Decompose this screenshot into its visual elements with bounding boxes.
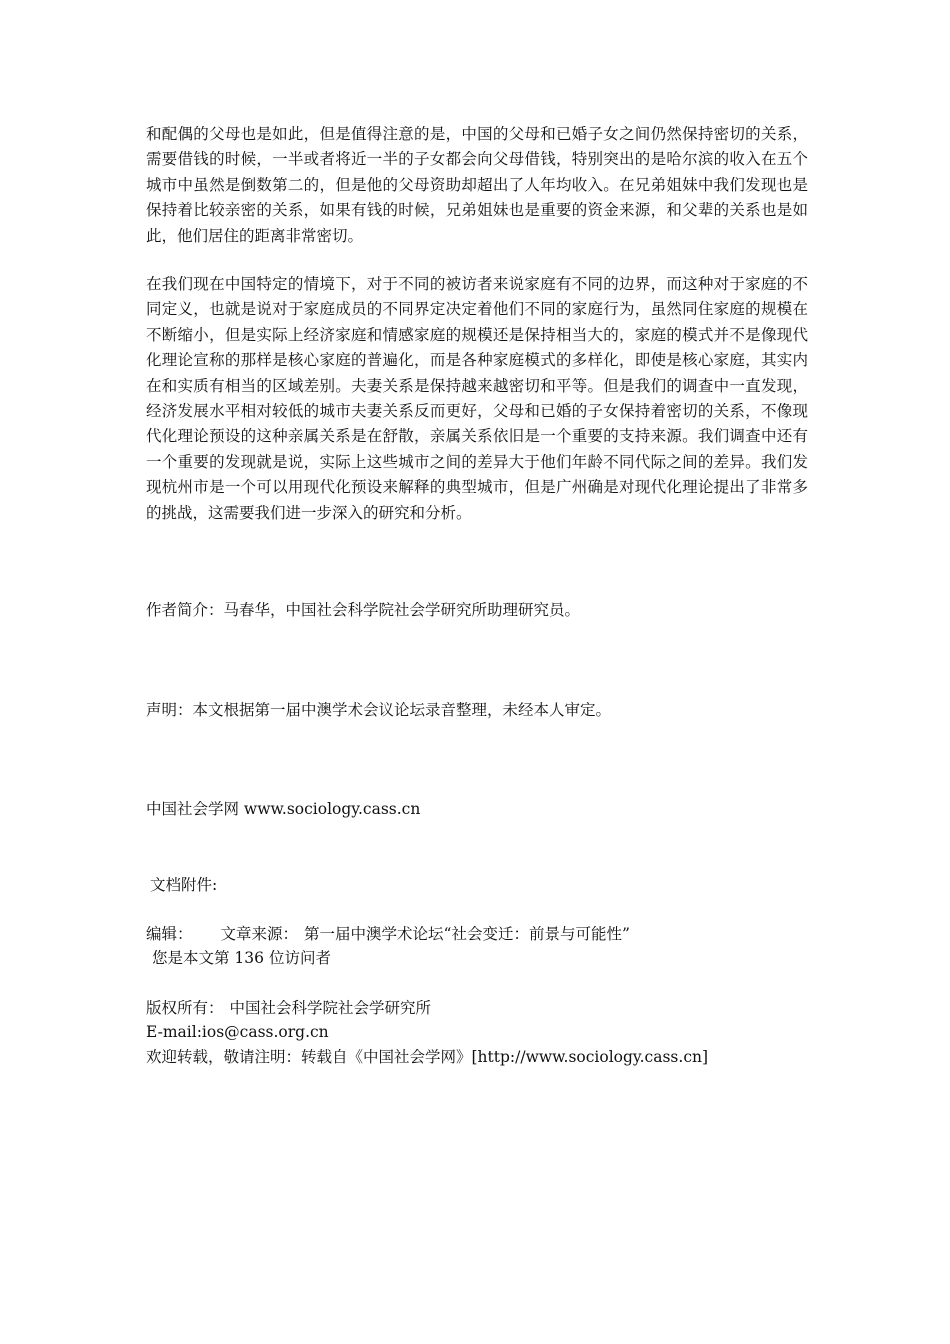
- copyright-label: 版权所有：: [146, 999, 224, 1017]
- author-note: 作者简介：马春华，中国社会科学院社会学研究所助理研究员。: [146, 601, 581, 619]
- editor-source-line: [146, 922, 630, 946]
- editor-label: 编辑：: [146, 925, 193, 943]
- source-value: 第一届中澳学术论坛“社会变迁：前景与可能性”: [304, 925, 630, 943]
- visitor-counter: 您是本文第 136 位访问者: [152, 949, 331, 967]
- source-label: 文章来源：: [220, 925, 299, 943]
- body-paragraph-1: 和配偶的父母也是如此，但是值得注意的是，中国的父母和已婚子女之间仍然保持密切的关系，需要借钱的时候，一半或者将近一半的子女都会向父母借钱，特别突出的是哈尔滨的收入在五个城市中虽然是倒数第二的，但是他的父母资助却超出了人年均收入。在兄弟姐妹中我们发现也是保持着比较亲密的关系，如果有钱的时候，兄弟姐妹也是重要的资金来源，和父辈的关系也是如此，他们居住的距离非常密切。: [146, 125, 808, 245]
- copyright-line: [146, 996, 431, 1020]
- body-paragraph-2: 在我们现在中国特定的情境下，对于不同的被访者来说家庭有不同的边界，而这种对于家庭的不同定义，也就是说对于家庭成员的不同界定决定着他们不同的家庭行为，虽然同住家庭的规模在不断缩小，但是实际上经济家庭和情感家庭的规模还是保持相当大的，家庭的模式并不是像现代化理论宣称的那样是核心家庭的普遍化，而是各种家庭模式的多样化，即使是核心家庭，其实内在和实质有相当的区域差别。夫妻关系是保持越来越密切和平等。但是我们的调查中一直发现，经济发展水平相对较低的城市夫妻关系反而更好，父母和已婚的子女保持着密切的关系，不像现代化理论预设的这种亲属关系是在舒散，亲属关系依旧是一个重要的支持来源。我们调查中还有一个重要的发现就是说，实际上这些城市之间的差异大于他们年龄不同代际之间的差异。我们发现杭州市是一个可以用现代化预设来解释的典型城市，但是广州确是对现代化理论提出了非常多的挑战，这需要我们进一步深入的研究和分析。: [146, 275, 808, 522]
- site-line: 中国社会学网 www.sociology.cass.cn: [146, 800, 421, 818]
- email-line: E-mail:ios@cass.org.cn: [146, 1023, 329, 1041]
- declaration: 声明：本文根据第一届中澳学术会议论坛录音整理，未经本人审定。: [146, 701, 612, 719]
- attachments-label: 文档附件:: [150, 876, 218, 894]
- copyright-value: 中国社会科学院社会学研究所: [229, 999, 432, 1017]
- reprint-note: 欢迎转载，敬请注明：转载自《中国社会学网》[http://www.sociology.cass.cn]: [146, 1048, 709, 1066]
